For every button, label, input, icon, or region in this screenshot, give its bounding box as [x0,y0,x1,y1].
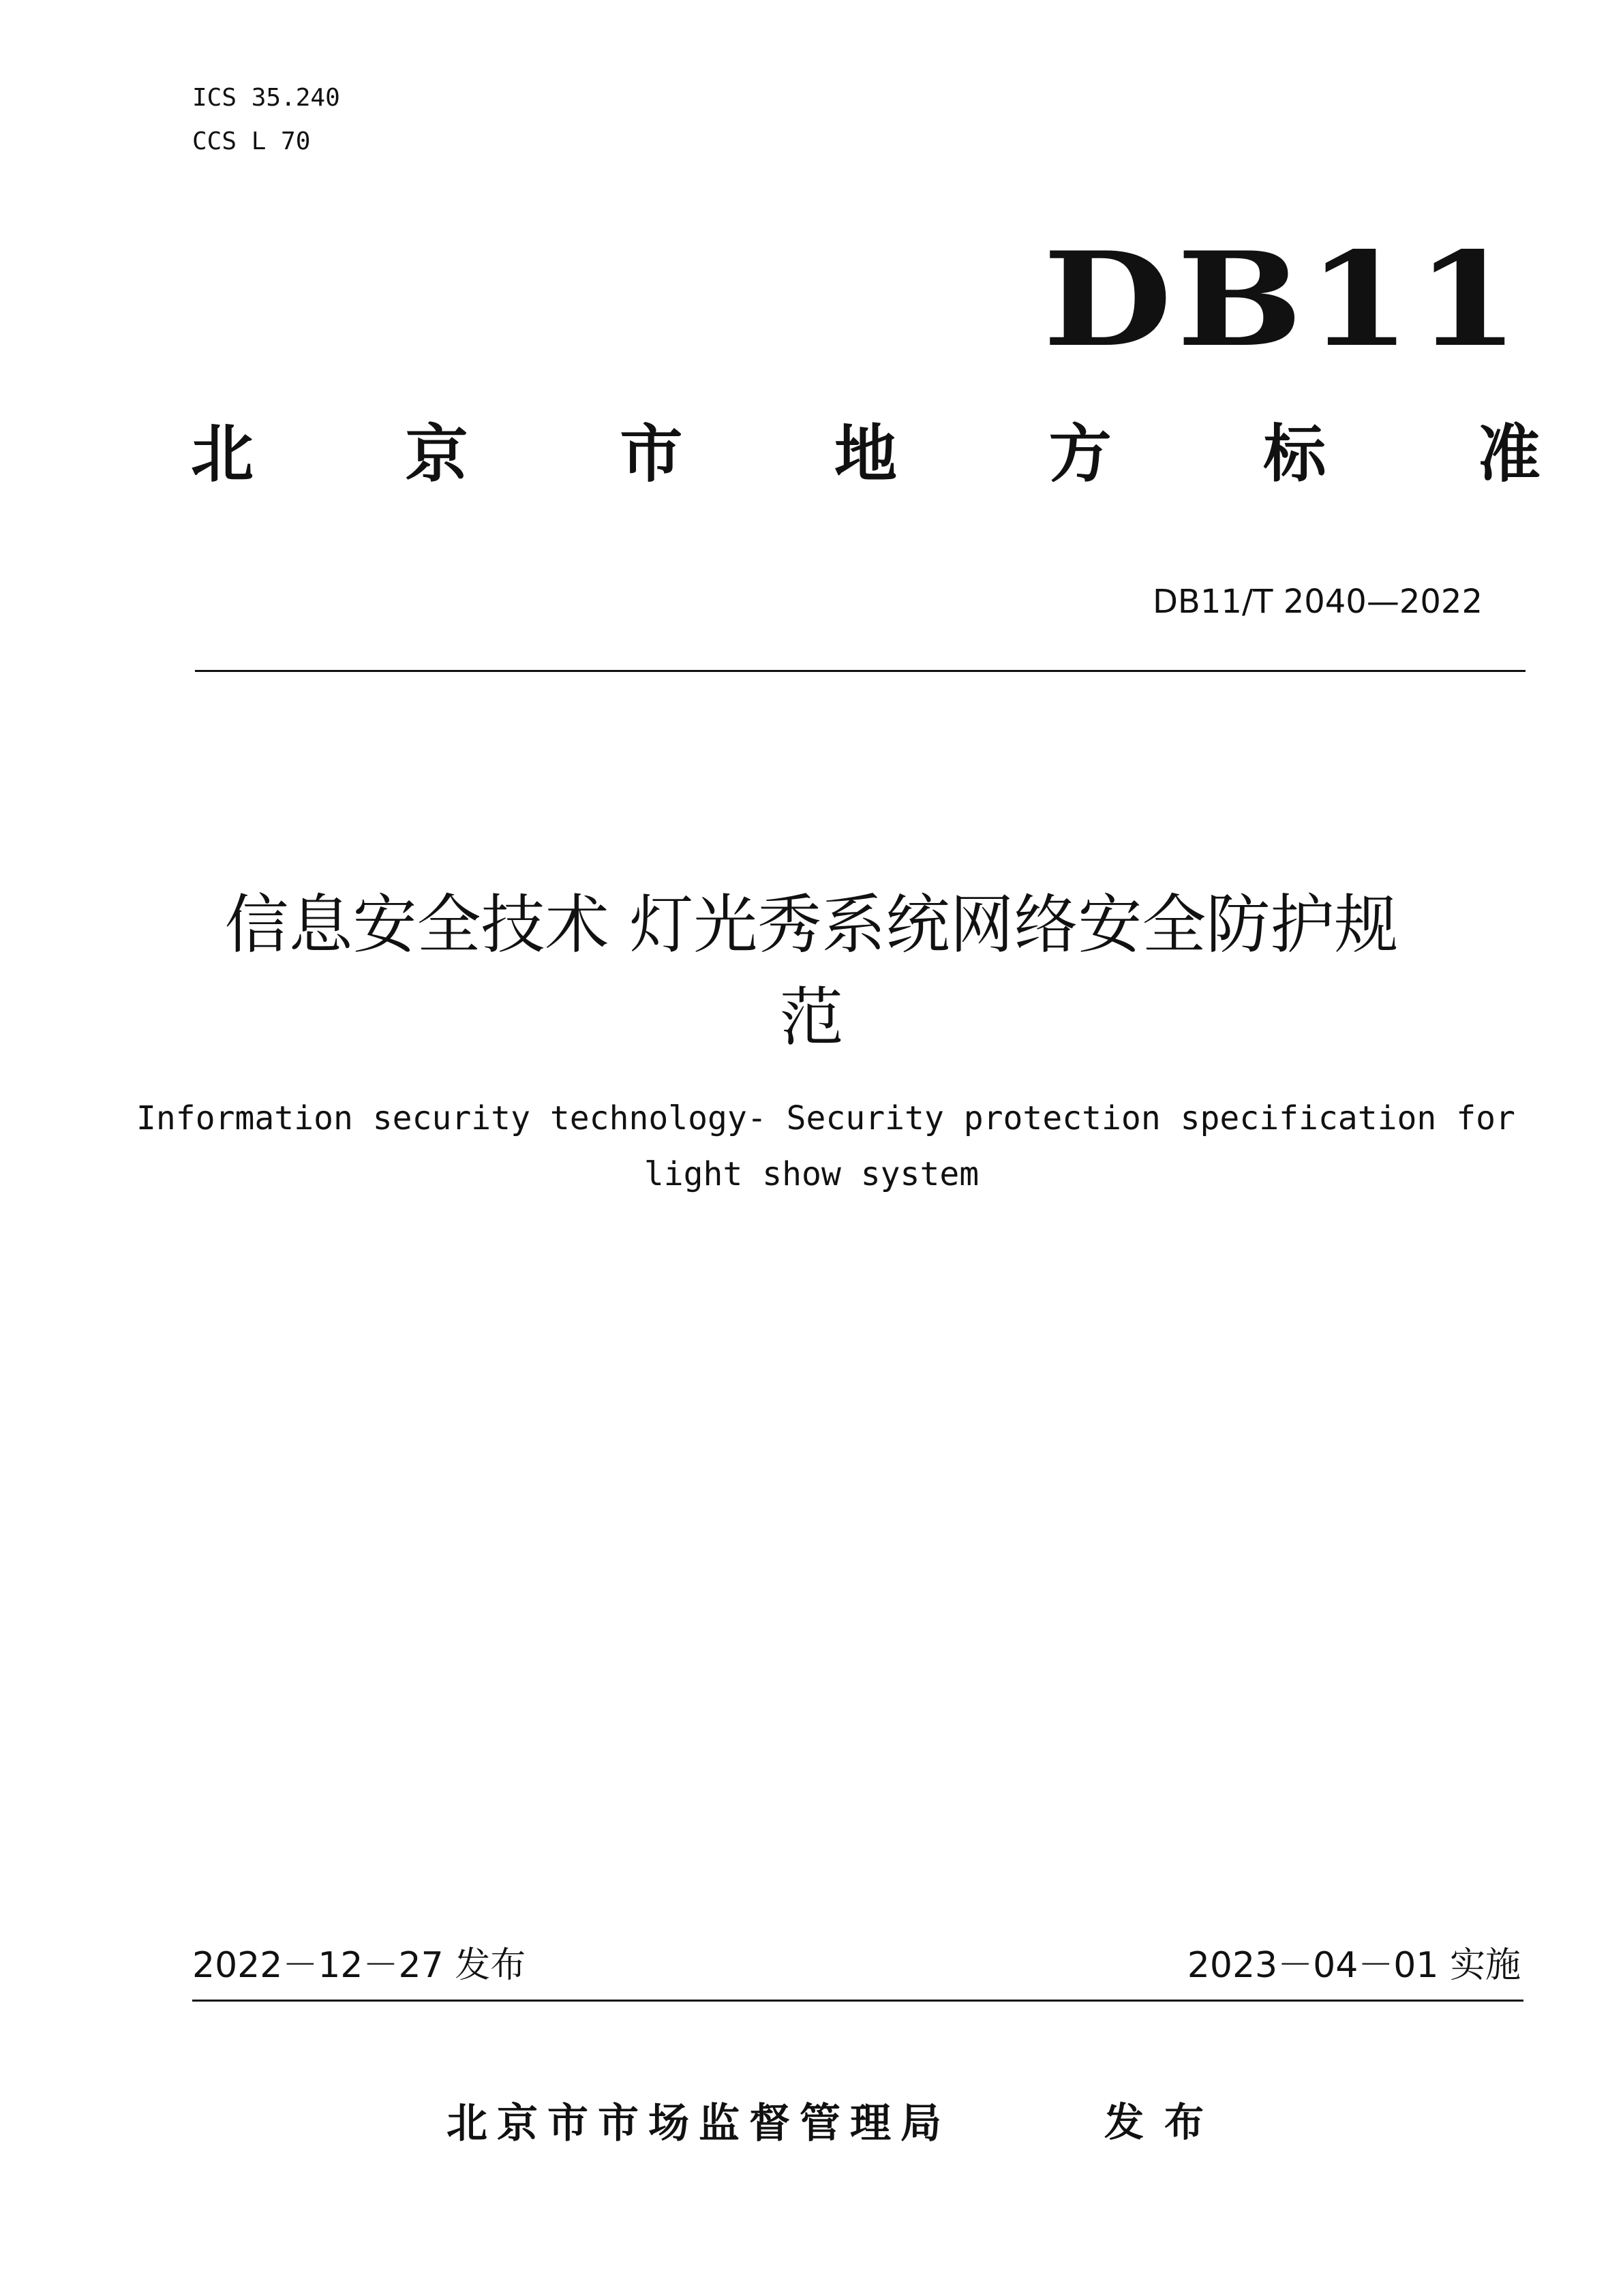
issue-date: 2022－12－27 发布 [192,1945,526,1986]
db11-logo: DB11 [1043,224,1524,376]
publisher-name: 北京市市场监督管理局 [446,2100,951,2147]
title-english [136,1090,1515,1202]
standard-type-char: 标 [1263,418,1326,491]
title-chinese [136,879,1487,1065]
standard-type-char: 方 [1048,418,1112,491]
title-chinese-line: 信息安全技术 灯光秀系统网络安全防护规 [224,888,1399,962]
title-chinese-line: 范 [779,981,844,1055]
standard-type-char: 京 [405,418,468,491]
standard-type-char: 市 [620,418,683,491]
standard-type-heading [191,417,1541,492]
title-english-line: Information security technology- Security protection specification for [136,1099,1515,1137]
ics-code: ICS 35.240 [192,84,340,112]
standard-number: DB11/T 2040—2022 [1152,583,1483,621]
publish-label: 发布 [1104,2099,1225,2145]
standard-type-char: 准 [1477,418,1541,491]
top-divider [195,670,1526,672]
standard-type-char: 地 [834,418,897,491]
standard-type-char: 北 [191,418,254,491]
title-english-line: light show system [643,1155,980,1193]
ccs-code: CCS L 70 [192,127,311,155]
implementation-date: 2023－04－01 实施 [1187,1945,1521,1986]
bottom-divider [192,2000,1523,2002]
